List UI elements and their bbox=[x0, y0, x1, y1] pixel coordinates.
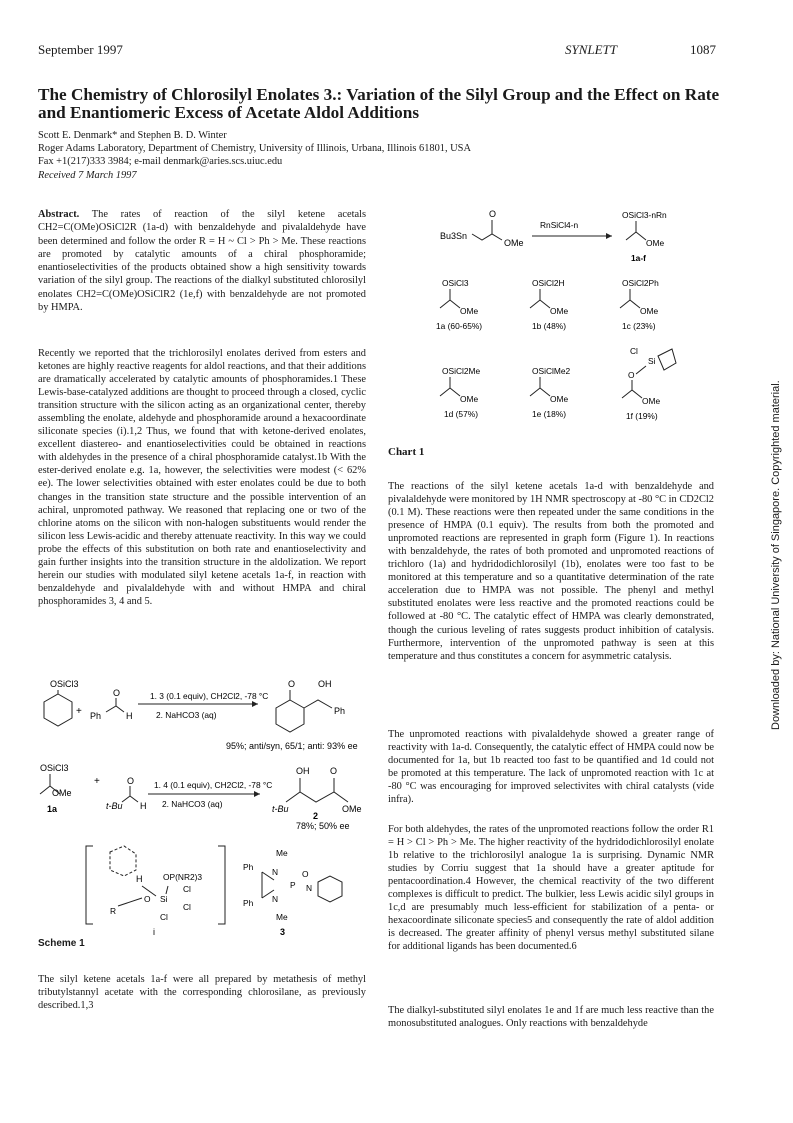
abstract-text: The rates of reaction of the silyl ketene acetals CH2=C(OMe)OSiCl2R (1a-d) with benzaldehyde and pivalaldehyde have been determined and follow the order R = H ~ Cl > Ph > Me. These reactions are promoted by catalytic amounts of a chiral phosphoramide; enantioselectivities of the products obtained show a high sensitivity towards variation of the silyl group. The reactions of the dialkyl substituted chlorosilyl enolates CH2=C(OMe)OSiClR2 (1e,f) with benzaldehyde are not promoted by HMPA. bbox=[38, 209, 366, 314]
intro-paragraph bbox=[38, 347, 366, 608]
chart-bu3sn: Bu3Sn bbox=[440, 231, 468, 241]
r1-product-ph: Ph bbox=[334, 706, 346, 716]
r1-plus: + bbox=[76, 706, 82, 717]
item-si-label: OSiCl3 bbox=[442, 278, 469, 288]
ts-cl-2: Cl bbox=[183, 902, 191, 912]
body-paragraph: For both aldehydes, the rates of the unpromoted reactions follow the order R1 = H > Cl > Ph > Me. The higher reactivity of the hydridodichlorosilyl enolate 1b relative to the trichlorosilyl analogue 1a is surprising. Dynamic NMR studies by Corriu suggest that 1a should have a greater aptitude for pentacoordination.4 However, the chemical reactivity of the two different complexes is difficult to predict. The bulkier, less Lewis acidic silyl groups in 1c,d are presumably much less-efficient for stabilization of a penta- or hexacoordinate siliconate species5 and consequently the rate of aldol addition is decreased. The greater affinity of phenyl versus methyl substituted silane for additional ligands has been documented.6 bbox=[388, 824, 714, 953]
chart-item-1e bbox=[530, 366, 571, 419]
scheme-caption: Scheme 1 bbox=[38, 938, 85, 949]
chart-sm-ome: OMe bbox=[504, 238, 524, 248]
cat-o: O bbox=[302, 869, 309, 879]
results-paragraph-4 bbox=[388, 1004, 714, 1030]
item-cl-label: Cl bbox=[630, 346, 638, 356]
results-paragraph-1 bbox=[388, 480, 714, 663]
item-id-label: 1b (48%) bbox=[532, 321, 566, 331]
preparation-paragraph bbox=[38, 973, 366, 1012]
r1-sm-label: OSiCl3 bbox=[50, 679, 79, 689]
abstract bbox=[38, 208, 366, 314]
item-si-label: OSiCl2Me bbox=[442, 366, 481, 376]
item-id-label: 1a (60-65%) bbox=[436, 321, 483, 331]
item-ome-label: OMe bbox=[642, 396, 661, 406]
cyclohexene-ring bbox=[44, 694, 72, 726]
chart-item-1c bbox=[620, 278, 659, 331]
cat-id: 3 bbox=[280, 927, 286, 936]
item-id-label: 1c (23%) bbox=[622, 321, 656, 331]
chart-item-1f bbox=[622, 346, 676, 421]
body-paragraph: The silyl ketene acetals 1a-f were all prepared by metathesis of methyl tributylstannyl acetate with the corresponding chlorosilane, as previously described.1,3 bbox=[38, 974, 366, 1012]
cat-ph-1: Ph bbox=[243, 862, 254, 872]
item-id-label: 1f (19%) bbox=[626, 411, 658, 421]
body-paragraph: Recently we reported that the trichlorosilyl enolates derived from esters and ketones are highly reactive reagents for aldol reactions, and that their additions are dramatically accelerated by catalytic amounts of phosphoramides.1 These Lewis-base-catalyzed additions are thought to proceed through a closed, cyclic transition structure with the silicon acting as an organizational center, thereby assembling the enolate, aldehyde and phosphoramide around a hexacoordinate siliconate species (i).1,2 Thus, we found that with ketone-derived enolates, excellent diastereo- and enantioselectivities could be obtained in reactions with aldehydes in the presence of a chiral phosphoramide catalyst.1b With the ester-derived enolate e.g. 1a, however, the selectivities were modest (< 62% ee). The lower selectivities obtained with ester enolates could be due to both changes in the transition state structure and the possible intervention of an achiral, unpromoted pathway. We reasoned that replacing one or two of the chlorine atoms on the silicon with non-halogen substituents would render the silicon less Lewis-acidic and thereby attenuate reactivity. In this way we could probe the effects of this substitution on both rate and enantioselectivity and gain further insights into the transition structure in the aldolization. We report herein our studies with modulated silyl ketene acetals 1a-f, in reaction with benzaldehyde and pivalaldehyde with and without HMPA and chiral phosphoramides 3, 4 and 5. bbox=[38, 348, 366, 607]
article-title: The Chemistry of Chlorosilyl Enolates 3.: Variation of the Silyl Group and the Effect on Rate and Enantiomeric Excess of Acetate Aldol Additions bbox=[38, 85, 720, 122]
ts-cl-1: Cl bbox=[183, 884, 191, 894]
item-ome-label: OMe bbox=[550, 306, 569, 316]
r1-condition-2: 2. NaHCO3 (aq) bbox=[156, 710, 217, 720]
abstract-label: Abstract. bbox=[38, 209, 80, 220]
r2-sm-id: 1a bbox=[47, 804, 58, 814]
r1-product-oh: OH bbox=[318, 679, 332, 689]
item-ome-label: OMe bbox=[460, 394, 479, 404]
r2-result: 78%; 50% ee bbox=[296, 821, 350, 831]
r2-product-o: O bbox=[330, 766, 338, 776]
r1-product-o: O bbox=[288, 679, 296, 689]
authors: Scott E. Denmark* and Stephen B. D. Winter bbox=[38, 130, 227, 141]
r2-sm-label: OSiCl3 bbox=[40, 763, 69, 773]
ts-h: H bbox=[136, 874, 143, 884]
r2-condition-2: 2. NaHCO3 (aq) bbox=[162, 799, 223, 809]
results-paragraph-2 bbox=[388, 728, 714, 806]
chart-caption: Chart 1 bbox=[388, 446, 425, 458]
ts-o: O bbox=[144, 894, 151, 904]
r2-sm-ome: OMe bbox=[52, 788, 72, 798]
r1-aldehyde-h: H bbox=[126, 711, 133, 721]
body-paragraph: The unpromoted reactions with pivalaldehyde showed a greater range of reactivity with 1a-d. Consequently, the catalytic effect of HMPA could now be documented for 1a, but 1b reacted too fast to be quantified and 1d could not be promoted at this temperature. The lack of unpromoted reaction with 1c at -80 °C was encouraging for improved selectivites with chiral catalysts (vide infra). bbox=[388, 729, 714, 806]
item-si-label: OSiCl2Ph bbox=[622, 278, 659, 288]
chart-prod-id: 1a-f bbox=[631, 253, 646, 263]
r2-plus: + bbox=[94, 776, 100, 787]
cat-n-3: N bbox=[306, 883, 313, 893]
ts-r: R bbox=[110, 906, 117, 916]
r1-condition-1: 1. 3 (0.1 equiv), CH2Cl2, -78 °C bbox=[150, 691, 269, 701]
silacyclobutane-ring bbox=[658, 349, 676, 370]
r1-result: 95%; anti/syn, 65/1; anti: 93% ee bbox=[226, 741, 358, 751]
body-paragraph: The reactions of the silyl ketene acetals 1a-d with benzaldehyde and pivalaldehyde were monitored by 1H NMR spectroscopy at -80 °C in CD2Cl2 (0.1 M). These reactions were then repeated under the same conditions in the presence of HMPA (0.1 equiv). The results from both the promoted and unpromoted reactions are represented in graph form (Figure 1). In reactions with benzaldehyde, the rates of both promoted and unpromoted reactions of trichloro (1a) and hydridodichlorosilyl (1b), enolates were too fast to be monitored at this temperature and so a quantitative determination of the rate acceleration due to HMPA was not possible. The phenyl and methyl substituted enolates were less reactive and the promoted reactions could be followed at -80 °C. The catalytic effect of HMPA was clearly demonstrated, though the curious leveling of rates suggests product inhibition of catalysis. Furthermore, intervention of the unpromoted pathway is seen at this temperature and thus constitutes a concern for asymmetric catalysis. bbox=[388, 481, 714, 662]
ts-cl-3: Cl bbox=[160, 912, 168, 922]
item-o-label: O bbox=[628, 370, 635, 380]
r2-aldehyde-o: O bbox=[127, 776, 135, 786]
item-ome-label: OMe bbox=[460, 306, 479, 316]
item-id-label: 1e (18%) bbox=[532, 409, 566, 419]
chart-1 bbox=[436, 206, 726, 442]
r2-product-oh: OH bbox=[296, 766, 310, 776]
chart-sm-o: O bbox=[489, 209, 497, 219]
author-block bbox=[38, 129, 558, 182]
download-watermark: Downloaded by: National University of Singapore. Copyrighted material. bbox=[770, 380, 782, 730]
r2-product-id: 2 bbox=[313, 811, 319, 821]
item-si-atom: Si bbox=[648, 356, 656, 366]
ts-id: i bbox=[153, 927, 155, 936]
cat-n-2: N bbox=[272, 894, 279, 904]
cat-ph-2: Ph bbox=[243, 898, 254, 908]
item-ome-label: OMe bbox=[550, 394, 569, 404]
item-si-label: OSiClMe2 bbox=[532, 366, 571, 376]
cat-me-2: Me bbox=[276, 912, 288, 922]
ts-phosphoramide: OP(NR2)3 bbox=[163, 872, 203, 882]
affiliation: Roger Adams Laboratory, Department of Chemistry, University of Illinois, Urbana, Illinois 61801, USA bbox=[38, 143, 471, 155]
body-paragraph: The dialkyl-substituted silyl enolates 1e and 1f are much less reactive than the monosubstituted analogues. Only reactions with benzaldehyde bbox=[388, 1005, 714, 1030]
chart-prod-si: OSiCl3-nRn bbox=[622, 210, 667, 220]
journal-name: SYNLETT bbox=[565, 42, 618, 57]
r2-product-tbu: t-Bu bbox=[272, 804, 289, 814]
chart-item-1b bbox=[530, 278, 568, 331]
ts-si: Si bbox=[160, 894, 168, 904]
cat-me-1: Me bbox=[276, 848, 288, 858]
scheme-1 bbox=[38, 676, 368, 936]
page-number: 1087 bbox=[690, 42, 716, 57]
chart-prod-ome: OMe bbox=[646, 238, 665, 248]
item-si-label: OSiCl2H bbox=[532, 278, 565, 288]
cat-n-1: N bbox=[272, 867, 279, 877]
r1-aldehyde-ph: Ph bbox=[90, 711, 102, 721]
r2-h: H bbox=[140, 801, 147, 811]
results-paragraph-3 bbox=[388, 823, 714, 953]
r2-tbu: t-Bu bbox=[106, 801, 123, 811]
item-ome-label: OMe bbox=[640, 306, 659, 316]
item-id-label: 1d (57%) bbox=[444, 409, 478, 419]
r1-aldehyde-o: O bbox=[113, 688, 121, 698]
chart-reagent: RnSiCl4-n bbox=[540, 220, 579, 230]
r2-condition-1: 1. 4 (0.1 equiv), CH2Cl2, -78 °C bbox=[154, 780, 273, 790]
received-date: Received 7 March 1997 bbox=[38, 169, 137, 181]
cat-p: P bbox=[290, 880, 296, 890]
r2-product-ome: OMe bbox=[342, 804, 362, 814]
header-date: September 1997 bbox=[38, 42, 123, 57]
contact: Fax +1(217)333 3984; e-mail denmark@aries.scs.uiuc.edu bbox=[38, 156, 283, 168]
chart-item-1a bbox=[436, 278, 482, 331]
chart-item-1d bbox=[440, 366, 481, 419]
